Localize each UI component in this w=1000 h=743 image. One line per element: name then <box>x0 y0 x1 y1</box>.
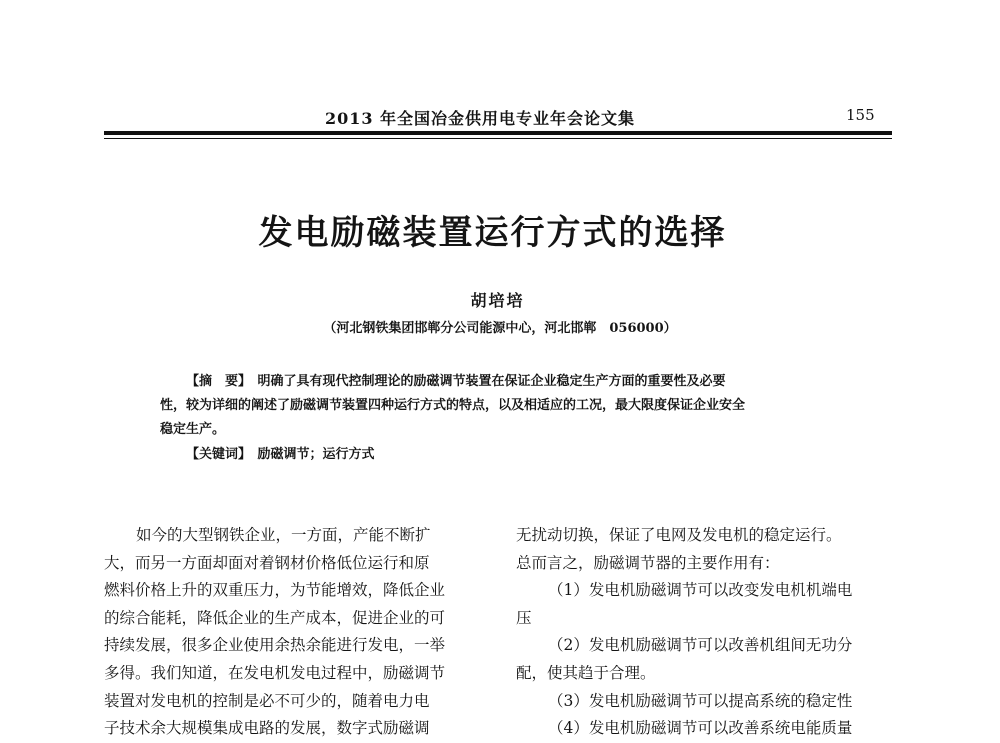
body-line: 持续发展，很多企业使用余热余能进行发电，一举 <box>104 636 446 655</box>
body-line: （3）发电机励磁调节可以提高系统的稳定性 <box>548 691 853 710</box>
keywords-label: 【关键词】 <box>186 447 245 462</box>
body-column-left <box>104 522 484 743</box>
body-line: 配，使其趋于合理。 <box>516 663 656 682</box>
abstract-line: 稳定生产。 <box>160 422 226 437</box>
keywords <box>186 443 375 462</box>
body-line: 装置对发电机的控制是必不可少的，随着电力电 <box>104 691 430 710</box>
body-line: 多得。我们知道，在发电机发电过程中，励磁调节 <box>104 663 446 682</box>
running-header-title: 2013 年全国冶金供用电专业年会论文集 <box>324 109 636 128</box>
abstract-label: 【摘 要】 <box>186 374 245 389</box>
body-column-right <box>516 522 894 743</box>
header-rule-thick <box>104 131 892 135</box>
body-line: 无扰动切换，保证了电网及发电机的稳定运行。 <box>516 526 842 544</box>
body-line: 如今的大型钢铁企业，一方面，产能不断扩 <box>136 526 431 544</box>
author-name: 胡培培 <box>470 291 525 310</box>
abstract-line <box>160 370 838 394</box>
body-line: （4）发电机励磁调节可以改善系统电能质量 <box>548 719 853 738</box>
abstract-line: 性，较为详细的阐述了励磁调节装置四种运行方式的特点，以及相适应的工况，最大限度保证企业安全 <box>160 398 746 413</box>
keywords-text: 励磁调节；运行方式 <box>257 447 375 462</box>
header-rule-thin <box>104 138 892 139</box>
body-line: 压 <box>516 608 532 627</box>
body-line: （2）发电机励磁调节可以改善机组间无功分 <box>548 636 853 655</box>
body-line: 大，而另一方面却面对着钢材价格低位运行和原 <box>104 553 430 572</box>
abstract-text: 明确了具有现代控制理论的励磁调节装置在保证企业稳定生产方面的重要性及必要 <box>257 374 726 389</box>
abstract <box>160 370 838 442</box>
paper-title: 发电励磁装置运行方式的选择 <box>258 213 727 253</box>
body-line: 子技术余大规模集成电路的发展，数字式励磁调 <box>104 719 430 738</box>
page-number: 155 <box>846 106 875 124</box>
body-line: 的综合能耗，降低企业的生产成本，促进企业的可 <box>104 608 446 627</box>
body-line: 总而言之，励磁调节器的主要作用有： <box>516 553 780 572</box>
author-affiliation: （河北钢铁集团邯郸分公司能源中心，河北邯郸 056000） <box>323 321 677 336</box>
body-line: 燃料价格上升的双重压力，为节能增效，降低企业 <box>104 581 446 600</box>
body-line: （1）发电机励磁调节可以改变发电机机端电 <box>548 581 853 600</box>
